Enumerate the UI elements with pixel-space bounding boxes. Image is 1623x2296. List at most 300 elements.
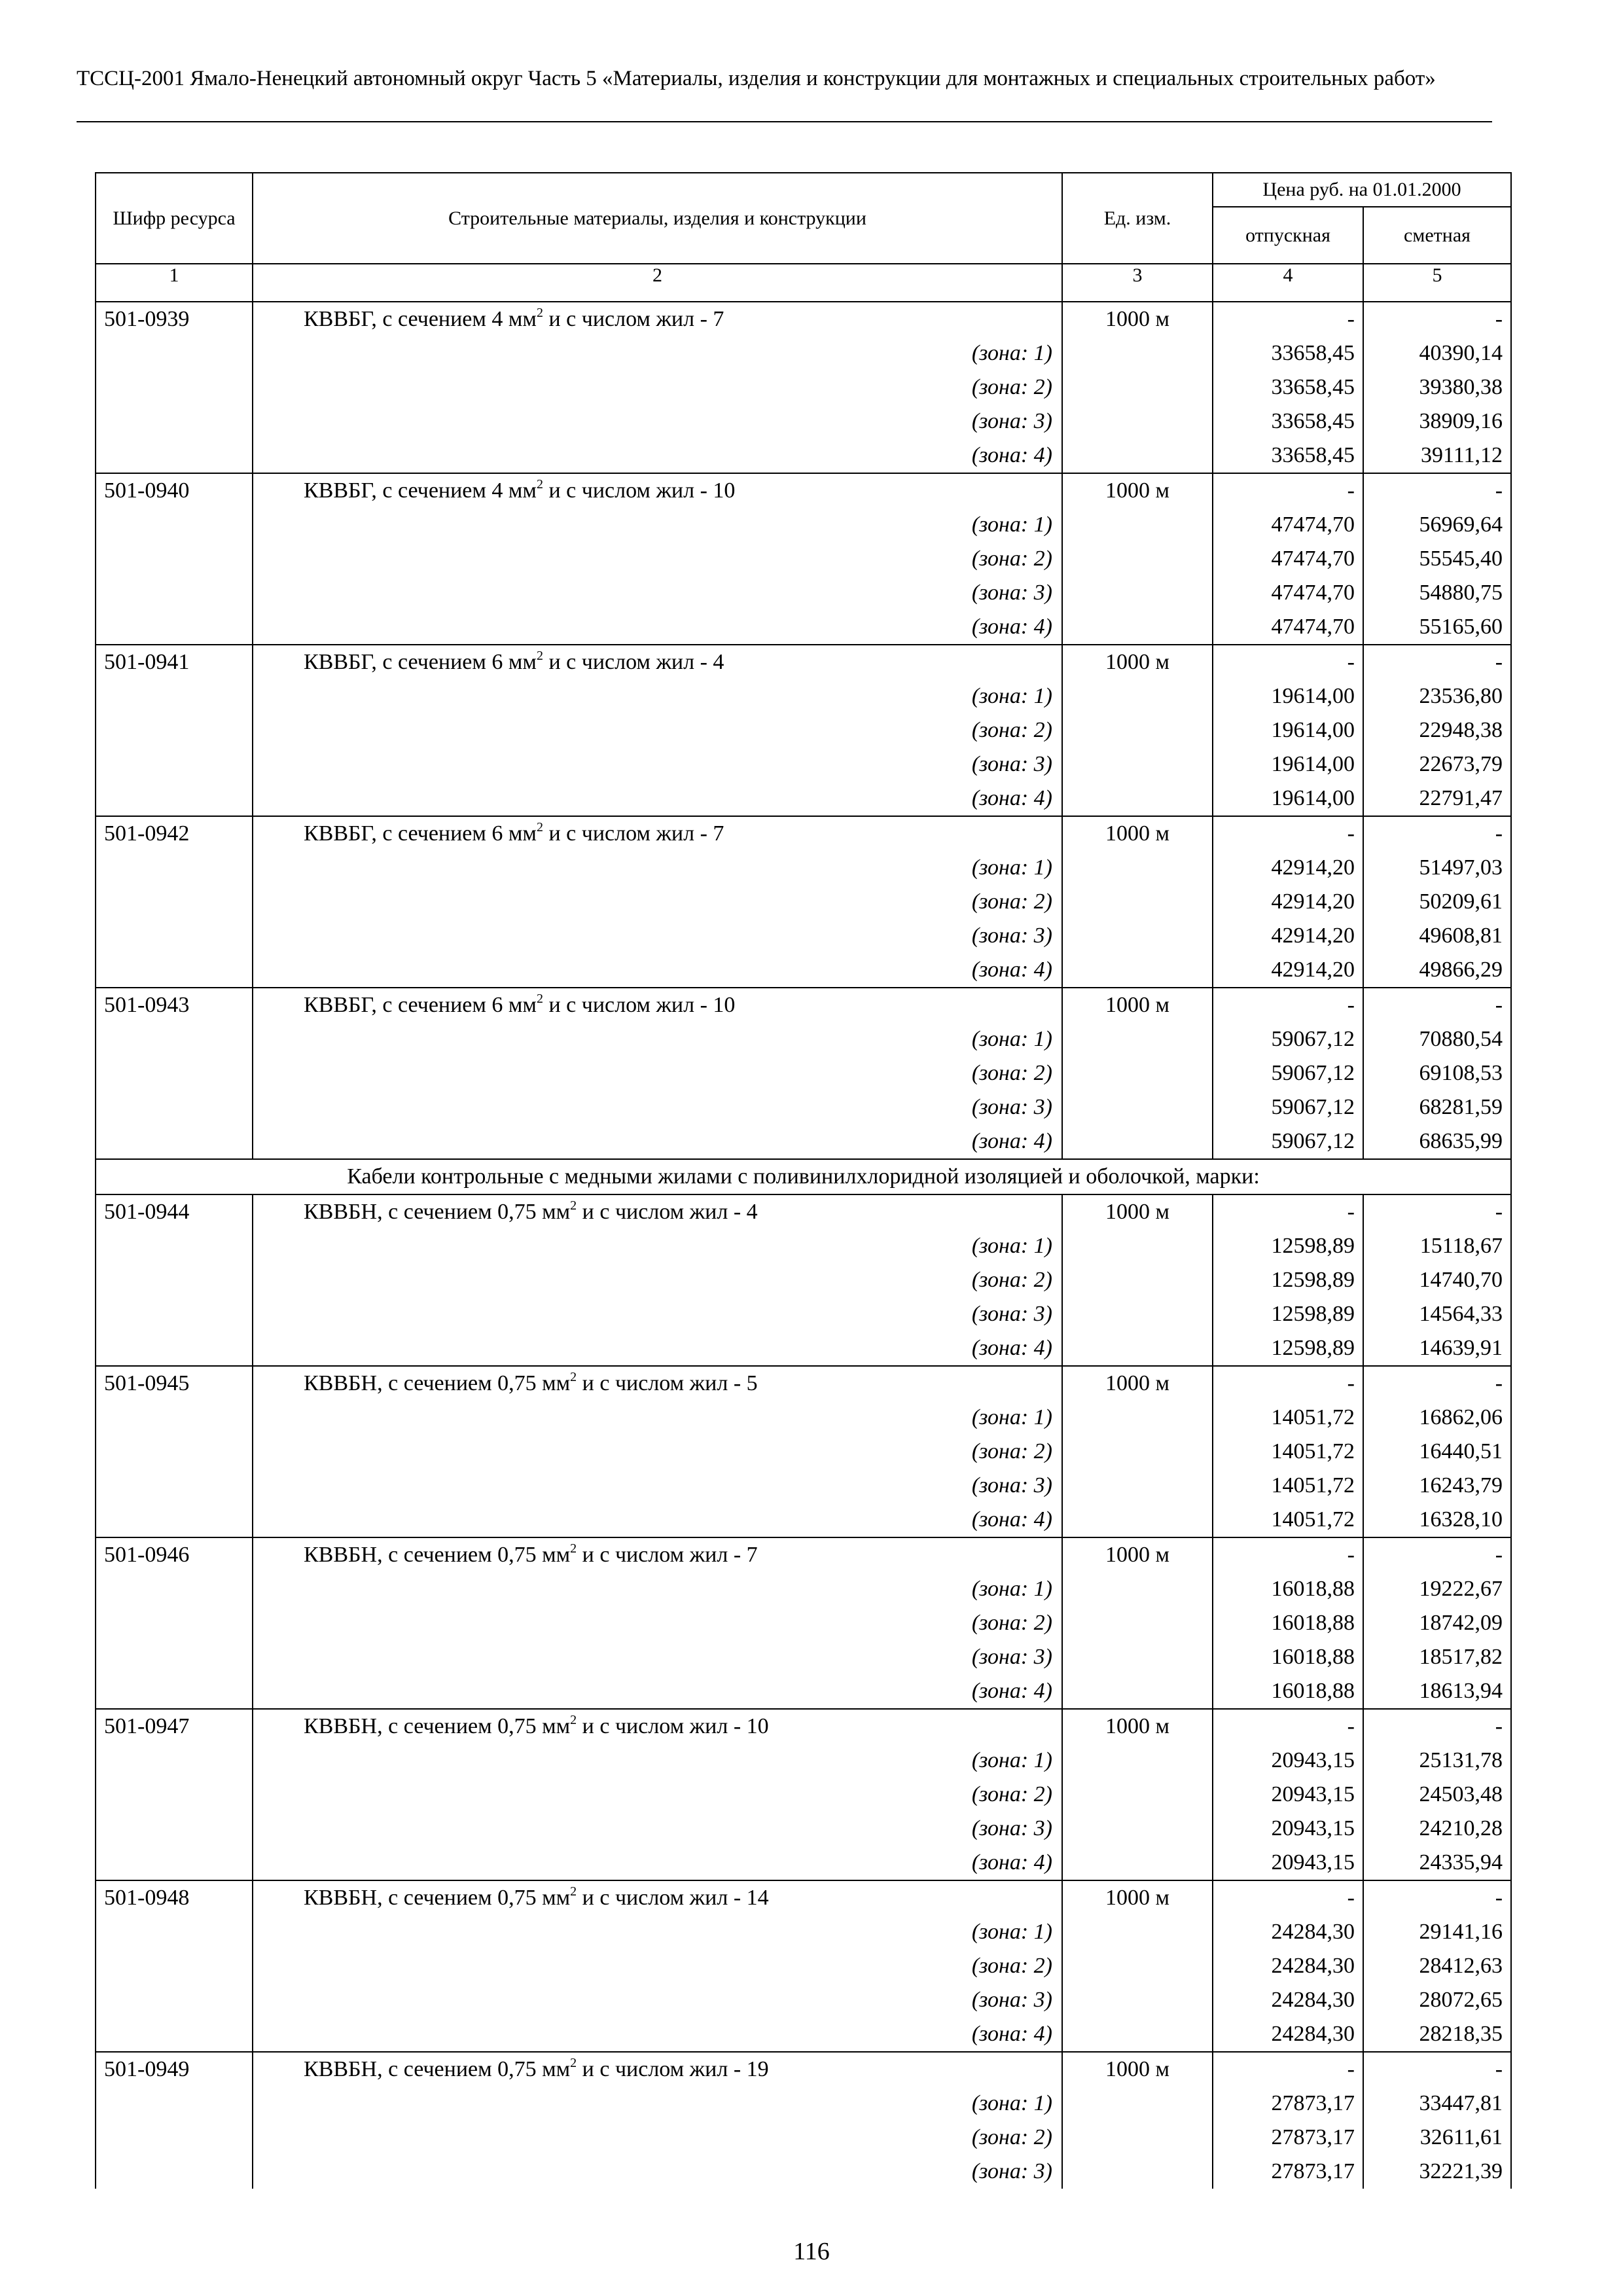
zone-estimate-price: 19222,67 xyxy=(1363,1572,1511,1606)
empty-cell xyxy=(96,542,253,576)
unit-superscript: 2 xyxy=(570,1370,577,1384)
empty-cell xyxy=(1062,953,1213,988)
zone-estimate-price: 25131,78 xyxy=(1363,1744,1511,1778)
resource-code: 501-0948 xyxy=(96,1880,253,1915)
zone-release-price: 20943,15 xyxy=(1213,1846,1363,1880)
unit-of-measure: 1000 м xyxy=(1062,1709,1213,1744)
empty-cell xyxy=(96,953,253,988)
zone-row xyxy=(96,610,1511,645)
empty-cell xyxy=(1062,1263,1213,1297)
empty-cell xyxy=(1062,1435,1213,1469)
unit-of-measure: 1000 м xyxy=(1062,1194,1213,1229)
zone-estimate-price: 68635,99 xyxy=(1363,1124,1511,1159)
zone-release-price: 12598,89 xyxy=(1213,1331,1363,1366)
resource-code: 501-0943 xyxy=(96,988,253,1022)
zone-release-price: 33658,45 xyxy=(1213,404,1363,439)
release-price: - xyxy=(1213,1880,1363,1915)
empty-cell xyxy=(96,1606,253,1640)
zone-label: (зона: 3) xyxy=(253,404,1062,439)
zone-label: (зона: 3) xyxy=(253,576,1062,610)
zone-estimate-price: 16862,06 xyxy=(1363,1401,1511,1435)
material-name xyxy=(253,1194,1062,1229)
empty-cell xyxy=(96,1056,253,1090)
material-name xyxy=(253,645,1062,679)
zone-release-price: 14051,72 xyxy=(1213,1435,1363,1469)
empty-cell xyxy=(1062,439,1213,473)
material-name xyxy=(253,816,1062,851)
empty-cell xyxy=(1062,542,1213,576)
resource-code: 501-0944 xyxy=(96,1194,253,1229)
page-number: 116 xyxy=(793,2238,830,2265)
material-name-rest: и с числом жил - 19 xyxy=(577,2057,769,2081)
zone-row xyxy=(96,1606,1511,1640)
zone-release-price: 47474,70 xyxy=(1213,508,1363,542)
zone-row xyxy=(96,781,1511,816)
zone-label: (зона: 3) xyxy=(253,919,1062,953)
zone-row xyxy=(96,1401,1511,1435)
zone-estimate-price: 68281,59 xyxy=(1363,1090,1511,1124)
column-header-unit: Ед. изм. xyxy=(1062,173,1213,264)
material-name-text: КВВБГ, с сечением 6 мм xyxy=(304,821,537,846)
zone-release-price: 42914,20 xyxy=(1213,953,1363,988)
empty-cell xyxy=(1062,1674,1213,1709)
zone-estimate-price: 50209,61 xyxy=(1363,885,1511,919)
zone-label: (зона: 4) xyxy=(253,439,1062,473)
empty-cell xyxy=(1062,713,1213,747)
release-price: - xyxy=(1213,816,1363,851)
column-header-price: Цена руб. на 01.01.2000 xyxy=(1213,173,1511,207)
unit-of-measure: 1000 м xyxy=(1062,645,1213,679)
zone-label: (зона: 1) xyxy=(253,1915,1062,1949)
zone-estimate-price: 22791,47 xyxy=(1363,781,1511,816)
unit-superscript: 2 xyxy=(536,649,543,663)
empty-cell xyxy=(1062,1124,1213,1159)
zone-estimate-price: 38909,16 xyxy=(1363,404,1511,439)
release-price: - xyxy=(1213,302,1363,336)
empty-cell xyxy=(1062,679,1213,713)
unit-superscript: 2 xyxy=(570,1541,577,1556)
empty-cell xyxy=(1062,1297,1213,1331)
estimate-price: - xyxy=(1363,1709,1511,1744)
resource-code: 501-0939 xyxy=(96,302,253,336)
zone-release-price: 20943,15 xyxy=(1213,1744,1363,1778)
zone-row xyxy=(96,1674,1511,1709)
empty-cell xyxy=(1062,576,1213,610)
column-number: 4 xyxy=(1213,264,1363,302)
empty-cell xyxy=(1062,2087,1213,2121)
material-name-rest: и с числом жил - 7 xyxy=(543,821,724,846)
zone-estimate-price: 16243,79 xyxy=(1363,1469,1511,1503)
zone-row xyxy=(96,953,1511,988)
empty-cell xyxy=(96,1469,253,1503)
zone-row xyxy=(96,2155,1511,2189)
empty-cell xyxy=(1062,2155,1213,2189)
zone-release-price: 12598,89 xyxy=(1213,1297,1363,1331)
zone-row xyxy=(96,713,1511,747)
empty-cell xyxy=(96,508,253,542)
release-price: - xyxy=(1213,2052,1363,2087)
zone-release-price: 59067,12 xyxy=(1213,1022,1363,1056)
zone-label: (зона: 1) xyxy=(253,851,1062,885)
zone-estimate-price: 55165,60 xyxy=(1363,610,1511,645)
empty-cell xyxy=(96,2017,253,2052)
empty-cell xyxy=(96,1572,253,1606)
unit-superscript: 2 xyxy=(536,820,543,834)
zone-label: (зона: 1) xyxy=(253,1572,1062,1606)
table-row xyxy=(96,645,1511,679)
zone-estimate-price: 24503,48 xyxy=(1363,1778,1511,1812)
empty-cell xyxy=(1062,1056,1213,1090)
empty-cell xyxy=(1062,1331,1213,1366)
table-row xyxy=(96,1537,1511,1572)
zone-row xyxy=(96,1435,1511,1469)
header-divider xyxy=(77,121,1492,122)
zone-row xyxy=(96,1331,1511,1366)
zone-label: (зона: 4) xyxy=(253,1846,1062,1880)
empty-cell xyxy=(96,1846,253,1880)
zone-label: (зона: 3) xyxy=(253,1469,1062,1503)
zone-estimate-price: 23536,80 xyxy=(1363,679,1511,713)
zone-estimate-price: 14564,33 xyxy=(1363,1297,1511,1331)
zone-release-price: 59067,12 xyxy=(1213,1124,1363,1159)
zone-label: (зона: 1) xyxy=(253,1229,1062,1263)
empty-cell xyxy=(96,679,253,713)
empty-cell xyxy=(1062,1983,1213,2017)
column-header-estimate-price: сметная xyxy=(1363,207,1511,264)
material-name xyxy=(253,302,1062,336)
zone-label: (зона: 1) xyxy=(253,336,1062,370)
empty-cell xyxy=(1062,1401,1213,1435)
zone-release-price: 19614,00 xyxy=(1213,747,1363,781)
resource-code: 501-0942 xyxy=(96,816,253,851)
material-name-rest: и с числом жил - 5 xyxy=(577,1371,758,1395)
unit-of-measure: 1000 м xyxy=(1062,1537,1213,1572)
zone-estimate-price: 39111,12 xyxy=(1363,439,1511,473)
empty-cell xyxy=(1062,1503,1213,1537)
zone-estimate-price: 14639,91 xyxy=(1363,1331,1511,1366)
table-row xyxy=(96,1880,1511,1915)
unit-superscript: 2 xyxy=(536,306,543,320)
zone-row xyxy=(96,1846,1511,1880)
release-price: - xyxy=(1213,1537,1363,1572)
zone-estimate-price: 49608,81 xyxy=(1363,919,1511,953)
empty-cell xyxy=(1062,781,1213,816)
zone-estimate-price: 16440,51 xyxy=(1363,1435,1511,1469)
zone-label: (зона: 2) xyxy=(253,1778,1062,1812)
zone-row xyxy=(96,1572,1511,1606)
zone-row xyxy=(96,576,1511,610)
table-row xyxy=(96,816,1511,851)
empty-cell xyxy=(96,1744,253,1778)
material-name xyxy=(253,1537,1062,1572)
zone-release-price: 47474,70 xyxy=(1213,576,1363,610)
zone-label: (зона: 4) xyxy=(253,1674,1062,1709)
zone-release-price: 12598,89 xyxy=(1213,1229,1363,1263)
zone-release-price: 59067,12 xyxy=(1213,1090,1363,1124)
zone-row xyxy=(96,1949,1511,1983)
zone-label: (зона: 3) xyxy=(253,1983,1062,2017)
empty-cell xyxy=(96,404,253,439)
zone-row xyxy=(96,1022,1511,1056)
material-name-text: КВВБН, с сечением 0,75 мм xyxy=(304,1543,571,1567)
zone-release-price: 14051,72 xyxy=(1213,1469,1363,1503)
empty-cell xyxy=(96,713,253,747)
table-row xyxy=(96,1194,1511,1229)
material-name-text: КВВБГ, с сечением 6 мм xyxy=(304,993,537,1017)
zone-estimate-price: 29141,16 xyxy=(1363,1915,1511,1949)
column-header-release-price: отпускная xyxy=(1213,207,1363,264)
empty-cell xyxy=(96,1401,253,1435)
price-table xyxy=(95,172,1512,2189)
zone-release-price: 19614,00 xyxy=(1213,679,1363,713)
resource-code: 501-0945 xyxy=(96,1366,253,1401)
estimate-price: - xyxy=(1363,302,1511,336)
zone-release-price: 24284,30 xyxy=(1213,1915,1363,1949)
unit-of-measure: 1000 м xyxy=(1062,988,1213,1022)
resource-code: 501-0946 xyxy=(96,1537,253,1572)
zone-label: (зона: 3) xyxy=(253,1640,1062,1674)
material-name-text: КВВБГ, с сечением 6 мм xyxy=(304,650,537,674)
empty-cell xyxy=(96,919,253,953)
zone-release-price: 33658,45 xyxy=(1213,370,1363,404)
zone-row xyxy=(96,1744,1511,1778)
empty-cell xyxy=(1062,919,1213,953)
zone-row xyxy=(96,919,1511,953)
zone-row xyxy=(96,1915,1511,1949)
release-price: - xyxy=(1213,645,1363,679)
empty-cell xyxy=(1062,1949,1213,1983)
release-price: - xyxy=(1213,988,1363,1022)
zone-release-price: 27873,17 xyxy=(1213,2087,1363,2121)
empty-cell xyxy=(96,1812,253,1846)
zone-label: (зона: 3) xyxy=(253,2155,1062,2189)
zone-estimate-price: 49866,29 xyxy=(1363,953,1511,988)
release-price: - xyxy=(1213,473,1363,508)
zone-release-price: 16018,88 xyxy=(1213,1640,1363,1674)
zone-row xyxy=(96,885,1511,919)
estimate-price: - xyxy=(1363,645,1511,679)
unit-superscript: 2 xyxy=(570,1884,577,1899)
estimate-price: - xyxy=(1363,2052,1511,2087)
empty-cell xyxy=(96,1435,253,1469)
empty-cell xyxy=(96,1124,253,1159)
empty-cell xyxy=(96,336,253,370)
zone-estimate-price: 16328,10 xyxy=(1363,1503,1511,1537)
section-heading-row xyxy=(96,1159,1511,1194)
zone-label: (зона: 2) xyxy=(253,1949,1062,1983)
material-name-text: КВВБН, с сечением 0,75 мм xyxy=(304,1200,571,1224)
material-name xyxy=(253,2052,1062,2087)
zone-release-price: 14051,72 xyxy=(1213,1401,1363,1435)
zone-row xyxy=(96,1229,1511,1263)
zone-estimate-price: 24335,94 xyxy=(1363,1846,1511,1880)
material-name-rest: и с числом жил - 4 xyxy=(543,650,724,674)
zone-label: (зона: 4) xyxy=(253,1503,1062,1537)
zone-label: (зона: 3) xyxy=(253,747,1062,781)
zone-label: (зона: 2) xyxy=(253,885,1062,919)
zone-release-price: 16018,88 xyxy=(1213,1674,1363,1709)
table-row xyxy=(96,988,1511,1022)
empty-cell xyxy=(96,1915,253,1949)
resource-code: 501-0941 xyxy=(96,645,253,679)
zone-row xyxy=(96,542,1511,576)
table-row xyxy=(96,2052,1511,2087)
empty-cell xyxy=(1062,1778,1213,1812)
zone-release-price: 33658,45 xyxy=(1213,439,1363,473)
empty-cell xyxy=(96,610,253,645)
zone-release-price: 20943,15 xyxy=(1213,1812,1363,1846)
empty-cell xyxy=(96,576,253,610)
resource-code: 501-0940 xyxy=(96,473,253,508)
empty-cell xyxy=(1062,885,1213,919)
estimate-price: - xyxy=(1363,1366,1511,1401)
zone-row xyxy=(96,1983,1511,2017)
material-name-text: КВВБН, с сечением 0,75 мм xyxy=(304,1371,571,1395)
empty-cell xyxy=(1062,1022,1213,1056)
material-name-text: КВВБН, с сечением 0,75 мм xyxy=(304,2057,571,2081)
column-header-name: Строительные материалы, изделия и конструкции xyxy=(253,173,1062,264)
zone-label: (зона: 3) xyxy=(253,1090,1062,1124)
empty-cell xyxy=(96,1297,253,1331)
zone-label: (зона: 1) xyxy=(253,1744,1062,1778)
material-name-rest: и с числом жил - 7 xyxy=(543,307,724,331)
zone-label: (зона: 4) xyxy=(253,2017,1062,2052)
empty-cell xyxy=(96,1263,253,1297)
material-name-rest: и с числом жил - 10 xyxy=(543,478,736,503)
zone-label: (зона: 1) xyxy=(253,679,1062,713)
empty-cell xyxy=(1062,1090,1213,1124)
zone-release-price: 42914,20 xyxy=(1213,851,1363,885)
zone-label: (зона: 2) xyxy=(253,1435,1062,1469)
empty-cell xyxy=(96,1983,253,2017)
zone-row xyxy=(96,1124,1511,1159)
zone-row xyxy=(96,1640,1511,1674)
zone-row xyxy=(96,439,1511,473)
zone-estimate-price: 22948,38 xyxy=(1363,713,1511,747)
zone-row xyxy=(96,1812,1511,1846)
empty-cell xyxy=(1062,1469,1213,1503)
zone-label: (зона: 4) xyxy=(253,781,1062,816)
zone-estimate-price: 54880,75 xyxy=(1363,576,1511,610)
empty-cell xyxy=(96,885,253,919)
zone-label: (зона: 4) xyxy=(253,610,1062,645)
zone-estimate-price: 28412,63 xyxy=(1363,1949,1511,1983)
zone-estimate-price: 56969,64 xyxy=(1363,508,1511,542)
material-name xyxy=(253,988,1062,1022)
zone-release-price: 14051,72 xyxy=(1213,1503,1363,1537)
zone-row xyxy=(96,2121,1511,2155)
zone-label: (зона: 3) xyxy=(253,1297,1062,1331)
zone-row xyxy=(96,1056,1511,1090)
zone-release-price: 24284,30 xyxy=(1213,2017,1363,2052)
document-header: ТССЦ-2001 Ямало-Ненецкий автономный округ Часть 5 «Материалы, изделия и конструкции для монтажных и специальных строительных работ» xyxy=(77,67,1436,90)
empty-cell xyxy=(1062,1606,1213,1640)
zone-release-price: 20943,15 xyxy=(1213,1778,1363,1812)
column-number-row xyxy=(96,264,1511,302)
empty-cell xyxy=(96,1503,253,1537)
zone-release-price: 42914,20 xyxy=(1213,885,1363,919)
material-name-text: КВВБГ, с сечением 4 мм xyxy=(304,307,537,331)
empty-cell xyxy=(1062,1915,1213,1949)
column-number: 2 xyxy=(253,264,1062,302)
empty-cell xyxy=(1062,1572,1213,1606)
empty-cell xyxy=(96,1640,253,1674)
zone-estimate-price: 39380,38 xyxy=(1363,370,1511,404)
empty-cell xyxy=(96,1778,253,1812)
empty-cell xyxy=(1062,1846,1213,1880)
zone-estimate-price: 28072,65 xyxy=(1363,1983,1511,2017)
zone-release-price: 47474,70 xyxy=(1213,610,1363,645)
zone-estimate-price: 32611,61 xyxy=(1363,2121,1511,2155)
empty-cell xyxy=(1062,404,1213,439)
empty-cell xyxy=(1062,610,1213,645)
release-price: - xyxy=(1213,1709,1363,1744)
zone-release-price: 42914,20 xyxy=(1213,919,1363,953)
zone-release-price: 24284,30 xyxy=(1213,1983,1363,2017)
column-number: 1 xyxy=(96,264,253,302)
material-name-rest: и с числом жил - 10 xyxy=(577,1714,769,1738)
zone-row xyxy=(96,2087,1511,2121)
zone-estimate-price: 55545,40 xyxy=(1363,542,1511,576)
material-name xyxy=(253,1709,1062,1744)
zone-estimate-price: 15118,67 xyxy=(1363,1229,1511,1263)
zone-label: (зона: 2) xyxy=(253,713,1062,747)
zone-estimate-price: 70880,54 xyxy=(1363,1022,1511,1056)
material-name-text: КВВБН, с сечением 0,75 мм xyxy=(304,1714,571,1738)
empty-cell xyxy=(96,1949,253,1983)
zone-row xyxy=(96,336,1511,370)
zone-row xyxy=(96,1297,1511,1331)
zone-release-price: 59067,12 xyxy=(1213,1056,1363,1090)
empty-cell xyxy=(96,1229,253,1263)
unit-superscript: 2 xyxy=(570,1198,577,1213)
zone-label: (зона: 2) xyxy=(253,1263,1062,1297)
table-row xyxy=(96,1709,1511,1744)
zone-release-price: 27873,17 xyxy=(1213,2155,1363,2189)
zone-row xyxy=(96,370,1511,404)
unit-of-measure: 1000 м xyxy=(1062,1880,1213,1915)
zone-estimate-price: 32221,39 xyxy=(1363,2155,1511,2189)
unit-superscript: 2 xyxy=(570,1713,577,1727)
zone-label: (зона: 1) xyxy=(253,1401,1062,1435)
zone-row xyxy=(96,747,1511,781)
material-name-rest: и с числом жил - 4 xyxy=(577,1200,758,1224)
zone-row xyxy=(96,1469,1511,1503)
zone-label: (зона: 2) xyxy=(253,2121,1062,2155)
empty-cell xyxy=(96,370,253,404)
column-header-code: Шифр ресурса xyxy=(96,173,253,264)
empty-cell xyxy=(96,781,253,816)
table-row xyxy=(96,1366,1511,1401)
zone-release-price: 47474,70 xyxy=(1213,542,1363,576)
empty-cell xyxy=(1062,508,1213,542)
empty-cell xyxy=(96,1674,253,1709)
unit-of-measure: 1000 м xyxy=(1062,473,1213,508)
empty-cell xyxy=(96,2087,253,2121)
unit-of-measure: 1000 м xyxy=(1062,302,1213,336)
zone-label: (зона: 1) xyxy=(253,508,1062,542)
estimate-price: - xyxy=(1363,816,1511,851)
zone-label: (зона: 1) xyxy=(253,1022,1062,1056)
zone-estimate-price: 14740,70 xyxy=(1363,1263,1511,1297)
material-name xyxy=(253,1366,1062,1401)
empty-cell xyxy=(1062,370,1213,404)
zone-release-price: 16018,88 xyxy=(1213,1606,1363,1640)
zone-release-price: 27873,17 xyxy=(1213,2121,1363,2155)
zone-release-price: 33658,45 xyxy=(1213,336,1363,370)
zone-release-price: 12598,89 xyxy=(1213,1263,1363,1297)
empty-cell xyxy=(1062,2017,1213,2052)
